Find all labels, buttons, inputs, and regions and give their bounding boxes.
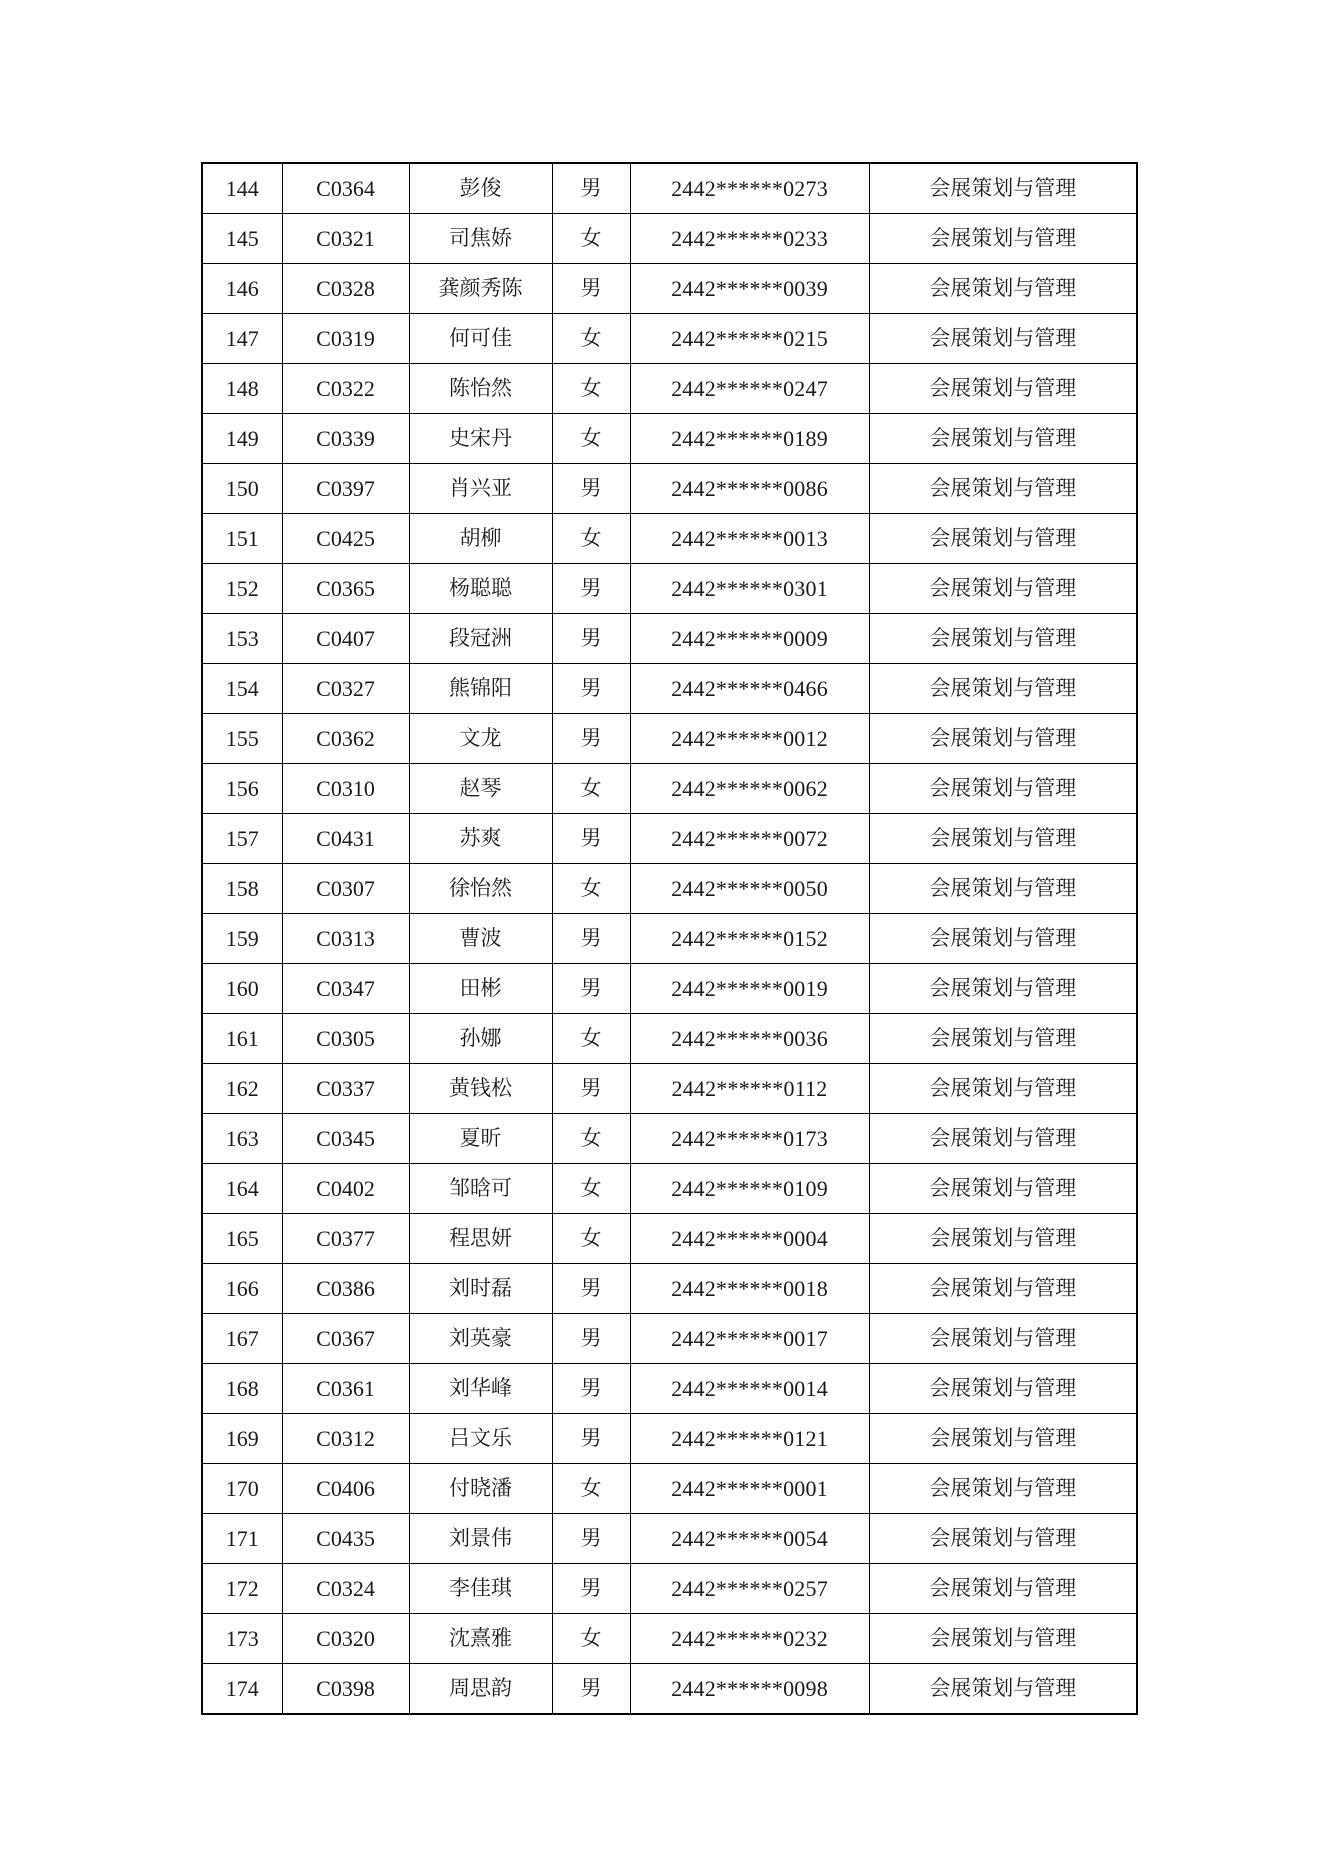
cell-gender: 男 [552,1564,630,1614]
cell-student-id: C0322 [282,364,409,414]
cell-id-card: 2442******0152 [630,914,869,964]
cell-id-card: 2442******0233 [630,214,869,264]
cell-seq: 166 [202,1264,282,1314]
cell-name: 赵琴 [409,764,552,814]
cell-seq: 159 [202,914,282,964]
cell-name: 邹晗可 [409,1164,552,1214]
cell-student-id: C0364 [282,163,409,214]
cell-student-id: C0425 [282,514,409,564]
cell-student-id: C0312 [282,1414,409,1464]
cell-seq: 157 [202,814,282,864]
cell-gender: 女 [552,1164,630,1214]
cell-gender: 女 [552,414,630,464]
cell-name: 刘时磊 [409,1264,552,1314]
cell-seq: 168 [202,1364,282,1414]
cell-gender: 男 [552,1064,630,1114]
cell-seq: 154 [202,664,282,714]
cell-major: 会展策划与管理 [869,1464,1137,1514]
cell-student-id: C0328 [282,264,409,314]
cell-major: 会展策划与管理 [869,814,1137,864]
cell-gender: 女 [552,1114,630,1164]
cell-gender: 男 [552,163,630,214]
cell-id-card: 2442******0012 [630,714,869,764]
cell-major: 会展策划与管理 [869,1364,1137,1414]
cell-id-card: 2442******0112 [630,1064,869,1114]
cell-student-id: C0313 [282,914,409,964]
cell-major: 会展策划与管理 [869,364,1137,414]
cell-seq: 150 [202,464,282,514]
cell-name: 周思韵 [409,1664,552,1715]
table-row [202,464,1137,514]
cell-student-id: C0307 [282,864,409,914]
student-roster-table [201,162,1138,1715]
cell-major: 会展策划与管理 [869,914,1137,964]
cell-seq: 162 [202,1064,282,1114]
cell-gender: 男 [552,464,630,514]
table-row [202,264,1137,314]
cell-gender: 男 [552,664,630,714]
cell-id-card: 2442******0004 [630,1214,869,1264]
table-row [202,1214,1137,1264]
cell-major: 会展策划与管理 [869,264,1137,314]
cell-major: 会展策划与管理 [869,1664,1137,1715]
cell-id-card: 2442******0173 [630,1114,869,1164]
cell-seq: 169 [202,1414,282,1464]
cell-student-id: C0319 [282,314,409,364]
cell-name: 田彬 [409,964,552,1014]
table-row [202,314,1137,364]
cell-major: 会展策划与管理 [869,964,1137,1014]
cell-major: 会展策划与管理 [869,1114,1137,1164]
cell-id-card: 2442******0466 [630,664,869,714]
cell-name: 李佳琪 [409,1564,552,1614]
cell-seq: 174 [202,1664,282,1715]
cell-id-card: 2442******0086 [630,464,869,514]
cell-major: 会展策划与管理 [869,1164,1137,1214]
cell-seq: 165 [202,1214,282,1264]
cell-gender: 男 [552,1314,630,1364]
cell-gender: 男 [552,964,630,1014]
cell-name: 文龙 [409,714,552,764]
cell-name: 程思妍 [409,1214,552,1264]
cell-major: 会展策划与管理 [869,414,1137,464]
table-row [202,1564,1137,1614]
cell-student-id: C0377 [282,1214,409,1264]
cell-gender: 男 [552,264,630,314]
cell-gender: 女 [552,214,630,264]
cell-gender: 男 [552,1414,630,1464]
cell-name: 刘景伟 [409,1514,552,1564]
cell-gender: 女 [552,314,630,364]
cell-seq: 170 [202,1464,282,1514]
cell-name: 段冠洲 [409,614,552,664]
cell-major: 会展策划与管理 [869,1564,1137,1614]
cell-name: 黄钱松 [409,1064,552,1114]
cell-seq: 167 [202,1314,282,1364]
cell-student-id: C0339 [282,414,409,464]
cell-name: 何可佳 [409,314,552,364]
cell-gender: 女 [552,1614,630,1664]
cell-seq: 151 [202,514,282,564]
cell-major: 会展策划与管理 [869,1614,1137,1664]
cell-name: 刘英豪 [409,1314,552,1364]
cell-id-card: 2442******0098 [630,1664,869,1715]
cell-student-id: C0320 [282,1614,409,1664]
cell-name: 吕文乐 [409,1414,552,1464]
cell-id-card: 2442******0036 [630,1014,869,1064]
cell-student-id: C0367 [282,1314,409,1364]
table-row [202,1114,1137,1164]
cell-id-card: 2442******0273 [630,163,869,214]
cell-major: 会展策划与管理 [869,1014,1137,1064]
table-row [202,914,1137,964]
cell-major: 会展策划与管理 [869,764,1137,814]
cell-name: 苏爽 [409,814,552,864]
cell-name: 曹波 [409,914,552,964]
cell-major: 会展策划与管理 [869,514,1137,564]
cell-seq: 164 [202,1164,282,1214]
table-row [202,514,1137,564]
cell-student-id: C0321 [282,214,409,264]
cell-name: 司焦娇 [409,214,552,264]
table-row [202,614,1137,664]
cell-id-card: 2442******0019 [630,964,869,1014]
cell-id-card: 2442******0121 [630,1414,869,1464]
cell-major: 会展策划与管理 [869,464,1137,514]
table-row [202,1614,1137,1664]
cell-seq: 153 [202,614,282,664]
cell-major: 会展策划与管理 [869,1414,1137,1464]
cell-id-card: 2442******0017 [630,1314,869,1364]
cell-major: 会展策划与管理 [869,1214,1137,1264]
cell-gender: 女 [552,764,630,814]
cell-student-id: C0406 [282,1464,409,1514]
cell-id-card: 2442******0072 [630,814,869,864]
cell-student-id: C0402 [282,1164,409,1214]
cell-major: 会展策划与管理 [869,1064,1137,1114]
cell-id-card: 2442******0001 [630,1464,869,1514]
table-row [202,664,1137,714]
table-row [202,864,1137,914]
cell-gender: 女 [552,1214,630,1264]
cell-name: 刘华峰 [409,1364,552,1414]
cell-major: 会展策划与管理 [869,864,1137,914]
cell-gender: 女 [552,364,630,414]
table-row [202,1014,1137,1064]
cell-name: 夏昕 [409,1114,552,1164]
cell-student-id: C0305 [282,1014,409,1064]
cell-student-id: C0361 [282,1364,409,1414]
cell-seq: 145 [202,214,282,264]
cell-gender: 男 [552,714,630,764]
cell-gender: 男 [552,1514,630,1564]
table-row [202,1464,1137,1514]
cell-major: 会展策划与管理 [869,214,1137,264]
cell-id-card: 2442******0039 [630,264,869,314]
table-row [202,714,1137,764]
cell-seq: 156 [202,764,282,814]
cell-seq: 149 [202,414,282,464]
cell-student-id: C0398 [282,1664,409,1715]
cell-name: 龚颜秀陈 [409,264,552,314]
table-row [202,814,1137,864]
cell-student-id: C0324 [282,1564,409,1614]
cell-gender: 女 [552,514,630,564]
table-row [202,163,1137,214]
cell-name: 陈怡然 [409,364,552,414]
table-row [202,364,1137,414]
cell-seq: 171 [202,1514,282,1564]
cell-student-id: C0407 [282,614,409,664]
cell-name: 史宋丹 [409,414,552,464]
table-row [202,1664,1137,1715]
cell-name: 徐怡然 [409,864,552,914]
cell-student-id: C0345 [282,1114,409,1164]
table-row [202,1064,1137,1114]
cell-id-card: 2442******0054 [630,1514,869,1564]
roster-body [202,163,1137,1714]
cell-name: 沈熹雅 [409,1614,552,1664]
cell-student-id: C0435 [282,1514,409,1564]
cell-name: 彭俊 [409,163,552,214]
table-row [202,1514,1137,1564]
cell-id-card: 2442******0301 [630,564,869,614]
cell-seq: 160 [202,964,282,1014]
cell-id-card: 2442******0109 [630,1164,869,1214]
table-row [202,1364,1137,1414]
table-row [202,1264,1137,1314]
cell-seq: 163 [202,1114,282,1164]
cell-id-card: 2442******0189 [630,414,869,464]
cell-major: 会展策划与管理 [869,664,1137,714]
cell-seq: 147 [202,314,282,364]
table-row [202,214,1137,264]
cell-gender: 女 [552,1014,630,1064]
cell-name: 杨聪聪 [409,564,552,614]
cell-name: 孙娜 [409,1014,552,1064]
cell-major: 会展策划与管理 [869,564,1137,614]
cell-major: 会展策划与管理 [869,614,1137,664]
cell-seq: 155 [202,714,282,764]
cell-gender: 男 [552,1664,630,1715]
cell-major: 会展策划与管理 [869,163,1137,214]
cell-student-id: C0431 [282,814,409,864]
cell-id-card: 2442******0013 [630,514,869,564]
cell-gender: 男 [552,814,630,864]
cell-major: 会展策划与管理 [869,1264,1137,1314]
cell-id-card: 2442******0062 [630,764,869,814]
cell-id-card: 2442******0050 [630,864,869,914]
table-row [202,764,1137,814]
cell-gender: 男 [552,914,630,964]
cell-seq: 144 [202,163,282,214]
table-row [202,414,1137,464]
cell-name: 胡柳 [409,514,552,564]
cell-major: 会展策划与管理 [869,714,1137,764]
cell-gender: 女 [552,864,630,914]
table-row [202,564,1137,614]
cell-seq: 152 [202,564,282,614]
cell-gender: 男 [552,614,630,664]
cell-student-id: C0347 [282,964,409,1014]
cell-seq: 172 [202,1564,282,1614]
cell-major: 会展策划与管理 [869,1314,1137,1364]
table-row [202,964,1137,1014]
cell-student-id: C0327 [282,664,409,714]
cell-major: 会展策划与管理 [869,1514,1137,1564]
cell-gender: 男 [552,564,630,614]
cell-student-id: C0362 [282,714,409,764]
cell-name: 肖兴亚 [409,464,552,514]
cell-name: 熊锦阳 [409,664,552,714]
cell-student-id: C0337 [282,1064,409,1114]
cell-id-card: 2442******0009 [630,614,869,664]
cell-gender: 女 [552,1464,630,1514]
cell-major: 会展策划与管理 [869,314,1137,364]
cell-student-id: C0365 [282,564,409,614]
cell-name: 付晓潘 [409,1464,552,1514]
cell-gender: 男 [552,1364,630,1414]
cell-id-card: 2442******0257 [630,1564,869,1614]
cell-student-id: C0386 [282,1264,409,1314]
cell-seq: 146 [202,264,282,314]
cell-gender: 男 [552,1264,630,1314]
table-row [202,1164,1137,1214]
cell-id-card: 2442******0232 [630,1614,869,1664]
cell-seq: 173 [202,1614,282,1664]
table-row [202,1314,1137,1364]
cell-student-id: C0397 [282,464,409,514]
cell-id-card: 2442******0215 [630,314,869,364]
cell-seq: 161 [202,1014,282,1064]
cell-id-card: 2442******0018 [630,1264,869,1314]
cell-id-card: 2442******0247 [630,364,869,414]
table-row [202,1414,1137,1464]
cell-seq: 158 [202,864,282,914]
cell-student-id: C0310 [282,764,409,814]
cell-seq: 148 [202,364,282,414]
cell-id-card: 2442******0014 [630,1364,869,1414]
